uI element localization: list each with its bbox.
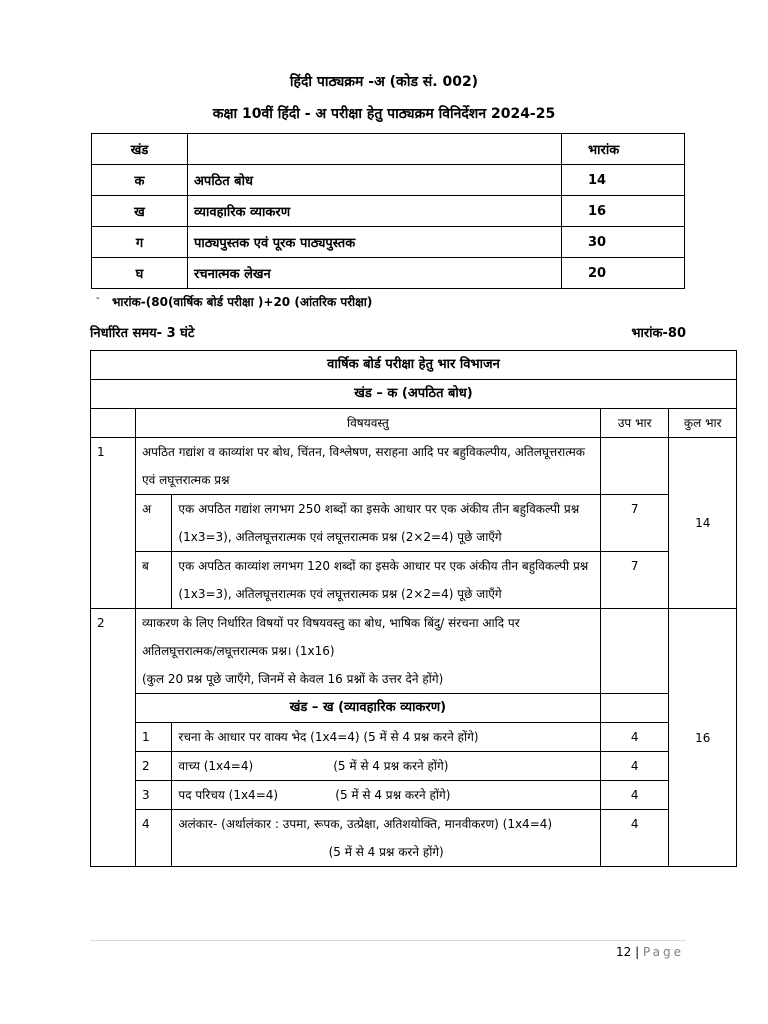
col-content: विषयवस्तु: [135, 409, 600, 438]
item-marks: 4: [600, 723, 669, 752]
weightage-title-row: [91, 351, 737, 380]
time-allowed: निर्धारित समय- 3 घंटे: [90, 326, 195, 341]
page-footer: [616, 945, 684, 959]
summary-col-marks: भारांक: [562, 134, 685, 165]
col-total-marks: कुल भार: [669, 409, 737, 438]
summary-marks: 14: [562, 165, 685, 196]
page-number: 12: [615, 945, 632, 959]
summary-table: [91, 133, 685, 289]
q1-row: [91, 438, 737, 495]
item-marks: 4: [600, 810, 669, 867]
summary-header-row: [92, 134, 685, 165]
summary-row: [92, 165, 685, 196]
total-marks: भारांक-80: [631, 326, 686, 341]
summary-topic: व्यावहारिक व्याकरण: [188, 196, 562, 227]
marks-note: [96, 293, 373, 310]
summary-topic: रचनात्मक लेखन: [188, 258, 562, 289]
document-subtitle: कक्षा 10वीं हिंदी - अ परीक्षा हेतु पाठ्यक्रम विनिर्देशन 2024-25: [212, 106, 556, 122]
q2-text-line2: (कुल 20 प्रश्न पूछे जाएँगे, जिनमें से केवल 16 प्रश्नों के उत्तर देने होंगे): [141, 672, 444, 686]
page-word: Page: [642, 945, 684, 959]
item-text: पद परिचय (1x4=4) (5 में से 4 प्रश्न करने होंगे): [172, 781, 601, 810]
footer-separator: |: [635, 945, 640, 959]
q2-item-row: [91, 723, 737, 752]
summary-row: [92, 227, 685, 258]
empty-cell: [91, 409, 136, 438]
time-marks-line: [90, 323, 686, 341]
part-label: अ: [135, 495, 171, 552]
q2-text: [135, 609, 600, 694]
weightage-title: वार्षिक बोर्ड परीक्षा हेतु भार विभाजन: [91, 351, 737, 380]
summary-marks: 16: [562, 196, 685, 227]
q1-part-row: [91, 552, 737, 609]
q2-number: 2: [91, 609, 136, 867]
q2-item-row: [91, 810, 737, 867]
part-text: एक अपठित गद्यांश लगभग 250 शब्दों का इसके आधार पर एक अंकीय तीन बहुविकल्पी प्रश्न (1x3=3), अतिलघूत्तरात्मक एवं लघूत्तरात्मक प्रश्न (2×2=4) पूछे जाएँगे: [172, 495, 601, 552]
item-number: 3: [135, 781, 171, 810]
summary-col-section: खंड: [92, 134, 188, 165]
part-marks: 7: [600, 552, 669, 609]
weightage-table: [90, 350, 737, 867]
q1-total: 14: [669, 438, 737, 609]
item-text: वाच्य (1x4=4) (5 में से 4 प्रश्न करने होंगे): [172, 752, 601, 781]
item-number: 4: [135, 810, 171, 867]
section-b-row: [91, 694, 737, 723]
q2-row: [91, 609, 737, 694]
q1-text: अपठित गद्यांश व काव्यांश पर बोध, चिंतन, विश्लेषण, सराहना आदि पर बहुविकल्पीय, अतिलघूत्तरात्मक एवं लघूत्तरात्मक प्रश्न: [135, 438, 600, 495]
summary-col-topic: [188, 134, 562, 165]
bullet-mark: -: [96, 293, 100, 304]
item-text-line1: अलंकार- (अर्थालंकार : उपमा, रूपक, उत्प्रेक्षा, अतिशयोक्ति, मानवीकरण) (1x4=4): [178, 817, 553, 831]
section-a-row: [91, 380, 737, 409]
summary-row: [92, 196, 685, 227]
summary-row: [92, 258, 685, 289]
column-header-row: [91, 409, 737, 438]
item-marks: 4: [600, 781, 669, 810]
item-number: 1: [135, 723, 171, 752]
empty-cell: [600, 438, 669, 495]
empty-cell: [600, 609, 669, 694]
item-text-line2: (5 में से 4 प्रश्न करने होंगे): [328, 845, 444, 859]
summary-marks: 30: [562, 227, 685, 258]
empty-cell: [600, 694, 669, 723]
summary-section: क: [92, 165, 188, 196]
section-b-title: खंड – ख (व्यावहारिक व्याकरण): [135, 694, 600, 723]
summary-topic: पाठ्यपुस्तक एवं पूरक पाठ्यपुस्तक: [188, 227, 562, 258]
q2-item-row: [91, 752, 737, 781]
q1-part-row: [91, 495, 737, 552]
summary-section: ख: [92, 196, 188, 227]
part-label: ब: [135, 552, 171, 609]
q2-text-line1: व्याकरण के लिए निर्धारित विषयों पर विषयवस्तु का बोध, भाषिक बिंदु/ संरचना आदि पर अतिलघूत्तरात्मक/लघूत्तरात्मक प्रश्न। (1x16): [141, 616, 520, 658]
item-number: 2: [135, 752, 171, 781]
part-text: एक अपठित काव्यांश लगभग 120 शब्दों का इसके आधार पर एक अंकीय तीन बहुविकल्पी प्रश्न (1x3=3), अतिलघूत्तरात्मक एवं लघूत्तरात्मक प्रश्न (2×2=4) पूछे जाएँगे: [172, 552, 601, 609]
summary-topic: अपठित बोध: [188, 165, 562, 196]
summary-marks: 20: [562, 258, 685, 289]
summary-section: घ: [92, 258, 188, 289]
section-a-title: खंड – क (अपठित बोध): [91, 380, 737, 409]
q2-total: 16: [669, 609, 737, 867]
q1-number: 1: [91, 438, 136, 609]
q2-item-row: [91, 781, 737, 810]
item-marks: 4: [600, 752, 669, 781]
summary-section: ग: [92, 227, 188, 258]
marks-note-text: भारांक-(80(वार्षिक बोर्ड परीक्षा )+20 (आंतरिक परीक्षा): [112, 295, 373, 309]
col-sub-marks: उप भार: [600, 409, 669, 438]
item-text: [172, 810, 601, 867]
part-marks: 7: [600, 495, 669, 552]
item-text: रचना के आधार पर वाक्य भेद (1x4=4) (5 में से 4 प्रश्न करने होंगे): [172, 723, 601, 752]
document-title: हिंदी पाठ्यक्रम -अ (कोड सं. 002): [289, 74, 479, 90]
footer-divider: [90, 940, 686, 941]
